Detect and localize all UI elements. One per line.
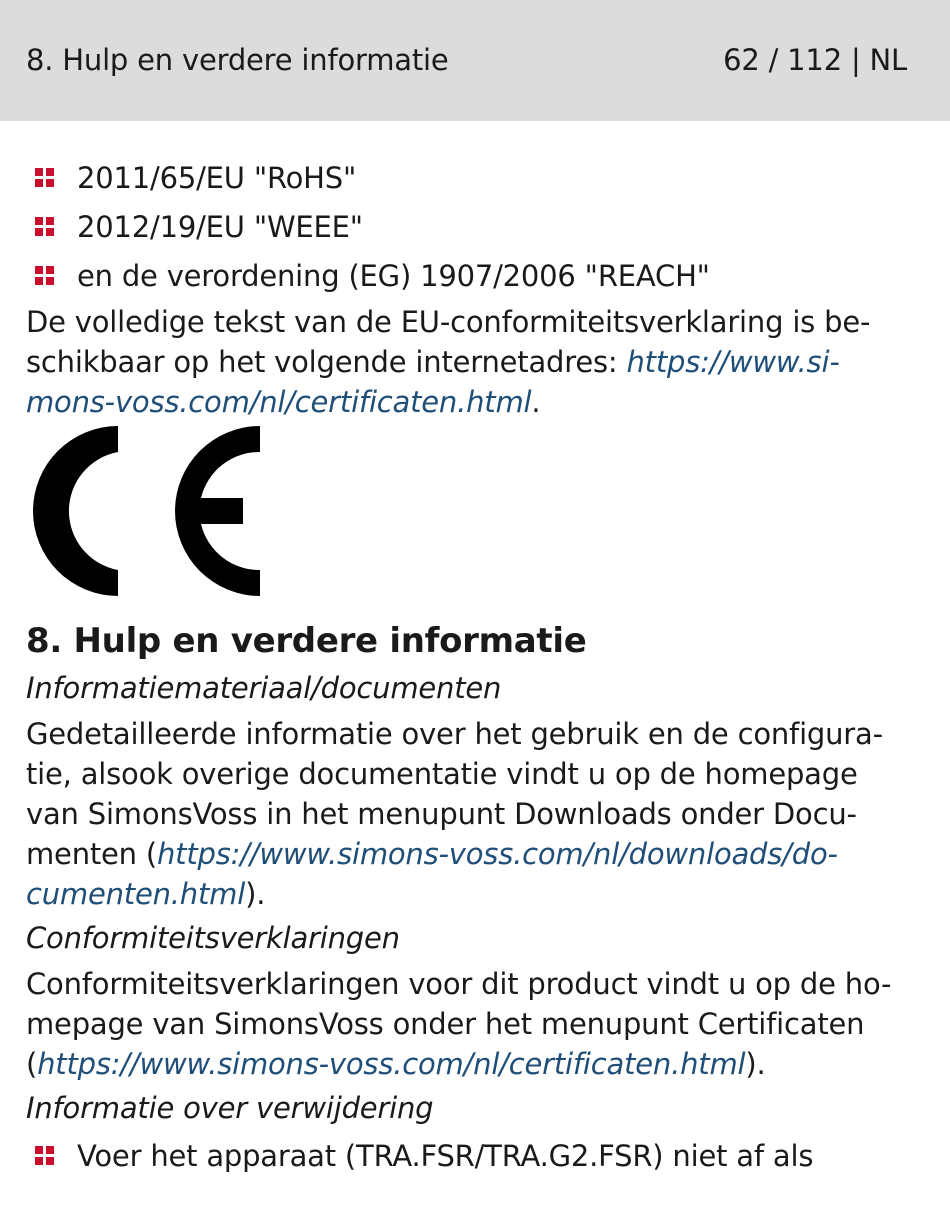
disposal-subheading: Informatie over verwijdering	[26, 1091, 434, 1125]
disposal-bullet-text: Voer het apparaat (TRA.FSR/TRA.G2.FSR) niet af als	[77, 1139, 814, 1173]
downloads-link-continued[interactable]: cumenten.html	[26, 877, 246, 911]
conformity-certificates-link[interactable]: https://www.simons-voss.com/nl/certificaten.html	[37, 1047, 746, 1081]
conformity-line-2: mepage van SimonsVoss onder het menupunt Certificaten	[26, 1007, 865, 1041]
downloads-link[interactable]: https://www.simons-voss.com/nl/downloads/do-	[157, 837, 838, 871]
docs-line-1: Gedetailleerde informatie over het gebruik en de configura-	[26, 717, 883, 751]
conformity-paragraph	[26, 964, 916, 1084]
conformity-line-1: Conformiteitsverklaringen voor dit product vindt u op de ho-	[26, 967, 892, 1001]
docs-close-paren: ).	[245, 877, 266, 911]
declaration-period: .	[531, 385, 541, 419]
header-chapter-title: 8. Hulp en verdere informatie	[26, 43, 449, 77]
docs-text: menten (	[26, 837, 157, 871]
declaration-text: schikbaar op het volgende internetadres:	[26, 345, 627, 379]
docs-line-2: tie, alsook overige documentatie vindt u op de homepage	[26, 757, 858, 791]
ce-mark-c	[33, 426, 118, 596]
directive-reach: en de verordening (EG) 1907/2006 "REACH"	[77, 259, 710, 293]
red-square-bullet-icon	[35, 168, 54, 187]
certificates-link-continued[interactable]: mons-voss.com/nl/certificaten.html	[26, 385, 532, 419]
red-square-bullet-icon	[35, 217, 54, 236]
docs-subheading: Informatiemateriaal/documenten	[26, 671, 502, 705]
docs-line-4	[26, 834, 916, 874]
docs-line-5	[26, 874, 916, 914]
declaration-line-3	[26, 382, 916, 422]
declaration-line-2	[26, 342, 916, 382]
section-heading: 8. Hulp en verdere informatie	[26, 621, 587, 661]
docs-line-3: van SimonsVoss in het menupunt Downloads onder Docu-	[26, 797, 857, 831]
directive-rohs: 2011/65/EU "RoHS"	[77, 161, 357, 195]
declaration-paragraph	[26, 302, 916, 422]
conformity-subheading: Conformiteitsverklaringen	[26, 921, 400, 955]
certificates-link[interactable]: https://www.si-	[626, 345, 840, 379]
red-square-bullet-icon	[35, 266, 54, 285]
red-square-bullet-icon	[35, 1146, 54, 1165]
header-page-number: 62 / 112 | NL	[723, 43, 907, 77]
conformity-open-paren: (	[26, 1047, 38, 1081]
docs-paragraph	[26, 714, 916, 914]
page-header	[0, 0, 950, 121]
declaration-line-1: De volledige tekst van de EU-conformiteitsverklaring is be-	[26, 305, 871, 339]
ce-mark-logo	[26, 426, 262, 596]
conformity-close-paren: ).	[745, 1047, 766, 1081]
conformity-line-3	[26, 1044, 916, 1084]
directive-weee: 2012/19/EU "WEEE"	[77, 210, 363, 244]
ce-mark-e	[175, 426, 260, 596]
